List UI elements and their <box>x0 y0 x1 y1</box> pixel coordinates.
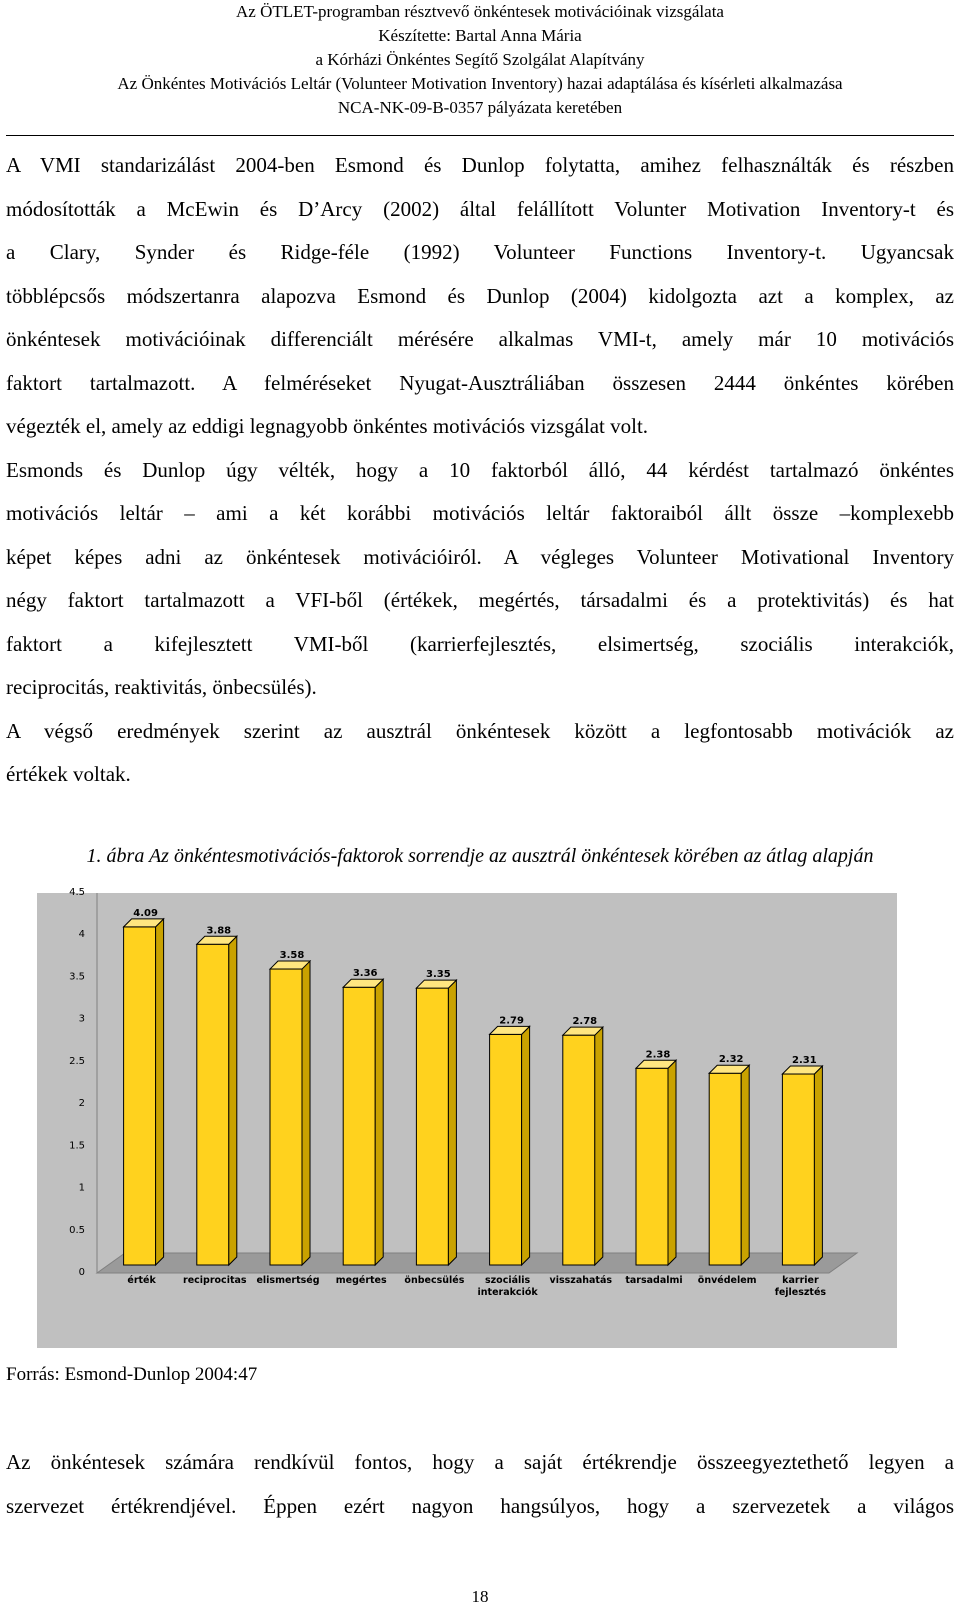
bar-side <box>448 980 456 1265</box>
bar-side <box>302 961 310 1265</box>
text-line: önkéntesek motivációinak differenciált mérésére alkalmas VMI-t, amely már 10 motivációs <box>6 327 954 351</box>
bar-side <box>522 1026 530 1265</box>
bar-side <box>814 1066 822 1265</box>
bar <box>636 1068 668 1265</box>
y-tick-label: 0 <box>78 1267 85 1278</box>
text-line: értékek voltak. <box>6 762 131 786</box>
y-tick-label: 4 <box>78 929 85 941</box>
bar <box>270 969 302 1265</box>
data-label: 3.88 <box>206 925 232 937</box>
bar-side <box>741 1065 749 1265</box>
paragraph-organizational-values <box>6 1441 954 1528</box>
x-category-label: megértes <box>335 1275 387 1286</box>
y-tick-label: 0.5 <box>69 1224 85 1236</box>
bar-side <box>156 919 164 1265</box>
bar-chart-svg <box>37 887 897 1348</box>
y-tick-label: 3 <box>78 1013 85 1025</box>
text-line: faktort a kifejlesztett VMI-ből (karrierfejlesztés, elsimertség, szociális interakciók, <box>6 631 954 656</box>
text-line: Esmonds és Dunlop úgy vélték, hogy a 10 faktorból álló, 44 kérdést tartalmazó önkéntes <box>6 457 954 482</box>
data-label: 2.79 <box>499 1015 524 1027</box>
bar-side <box>595 1027 603 1265</box>
y-tick-label: 1 <box>78 1182 85 1194</box>
text-line: módosították a McEwin és D’Arcy (2002) által felállított Volunter Motivation Inventory-t és <box>6 196 954 221</box>
document-header <box>0 0 960 120</box>
bar <box>782 1074 814 1265</box>
text-line: A végső eredmények szerint az ausztrál önkéntesek között a legfontosabb motivációk az <box>6 718 954 743</box>
bar-side <box>375 979 383 1265</box>
y-tick-label: 4.5 <box>69 887 85 898</box>
data-label: 2.32 <box>718 1054 744 1066</box>
text-line: négy faktort tartalmazott a VFI-ből (értékek, megértés, társadalmi és a protektivitás) és hat <box>6 588 954 612</box>
x-category-label: fejlesztés <box>774 1287 827 1298</box>
text-line: Az önkéntesek számára rendkívül fontos, hogy a saját értékrendje összeegyeztethető legyen a <box>6 1450 954 1474</box>
bar <box>343 987 375 1265</box>
data-label: 3.36 <box>352 968 378 980</box>
y-tick-label: 2.5 <box>69 1055 85 1067</box>
text-line: szervezet értékrendjével. Éppen ezért nagyon hangsúlyos, hogy a szervezetek a világos <box>6 1493 954 1518</box>
header-grant: NCA-NK-09-B-0357 pályázata keretében <box>337 98 623 117</box>
header-subtitle: Az Önkéntes Motivációs Leltár (Volunteer Motivation Inventory) hazai adaptálása és kísérleti alkalmazása <box>117 74 843 93</box>
text-line: többlépcsős módszertanra alapozva Esmond és Dunlop (2004) kidolgozta azt a komplex, az <box>6 283 954 308</box>
x-category-label: interakciók <box>477 1287 538 1298</box>
x-category-label: elismertség <box>256 1275 320 1286</box>
bar <box>124 927 156 1265</box>
page-number: 18 <box>471 1587 489 1606</box>
data-label: 2.38 <box>645 1049 671 1061</box>
data-label: 3.35 <box>426 969 451 981</box>
data-label: 4.09 <box>133 907 158 919</box>
bar <box>490 1034 522 1265</box>
figure-source: Forrás: Esmond-Dunlop 2004:47 <box>6 1364 258 1385</box>
text-line: képet képes adni az önkéntesek motivációiról. A végleges Volunteer Motivational Inventory <box>6 544 954 569</box>
y-tick-label: 3.5 <box>69 971 85 983</box>
x-category-label: érték <box>127 1275 156 1286</box>
motivation-factor-chart <box>37 887 897 1348</box>
data-label: 3.58 <box>279 950 305 962</box>
x-category-label: tarsadalmi <box>625 1275 683 1286</box>
bar <box>709 1073 741 1265</box>
data-label: 2.78 <box>572 1016 598 1028</box>
bar <box>416 988 448 1265</box>
text-line: a Clary, Synder és Ridge-féle (1992) Volunteer Functions Inventory-t. Ugyancsak <box>6 240 954 264</box>
y-tick-label: 1.5 <box>69 1140 85 1152</box>
bar-side <box>229 936 237 1265</box>
data-label: 2.31 <box>792 1055 817 1067</box>
bar <box>197 944 229 1265</box>
text-line: motivációs leltár – ami a két korábbi motivációs leltár faktoraiból állt össze –komplexebb <box>6 501 954 525</box>
text-line: végezték el, amely az eddigi legnagyobb önkéntes motivációs vizsgálat volt. <box>6 414 649 438</box>
x-category-label: karrier <box>782 1275 819 1286</box>
x-category-label: önvédelem <box>697 1275 757 1286</box>
header-organization: a Kórházi Önkéntes Segítő Szolgálat Alapítvány <box>315 50 645 69</box>
y-tick-label: 2 <box>78 1098 85 1110</box>
header-divider <box>6 135 954 136</box>
header-author: Készítette: Bartal Anna Mária <box>378 26 582 45</box>
x-category-label: visszahatás <box>549 1275 613 1286</box>
text-line: faktort tartalmazott. A felméréseket Nyugat-Ausztráliában összesen 2444 önkéntes körében <box>6 370 954 395</box>
paragraph-vmi-standardization <box>6 144 954 797</box>
x-category-label: önbecsülés <box>404 1275 465 1286</box>
figure-caption: 1. ábra Az önkéntesmotivációs-faktorok sorrendje az ausztrál önkéntesek körében az átlag alapján <box>86 845 874 867</box>
bar <box>563 1035 595 1265</box>
bar-side <box>668 1060 676 1265</box>
x-category-label: reciprocitas <box>183 1275 247 1286</box>
text-line: A VMI standarizálást 2004-ben Esmond és Dunlop folytatta, amihez felhasználták és részben <box>6 153 954 177</box>
header-project-title: Az ÖTLET-programban résztvevő önkéntesek motivációinak vizsgálata <box>236 2 724 21</box>
x-category-label: szociális <box>485 1275 531 1286</box>
chart-area-background <box>37 893 897 1348</box>
text-line: reciprocitás, reaktivitás, önbecsülés). <box>6 675 317 699</box>
